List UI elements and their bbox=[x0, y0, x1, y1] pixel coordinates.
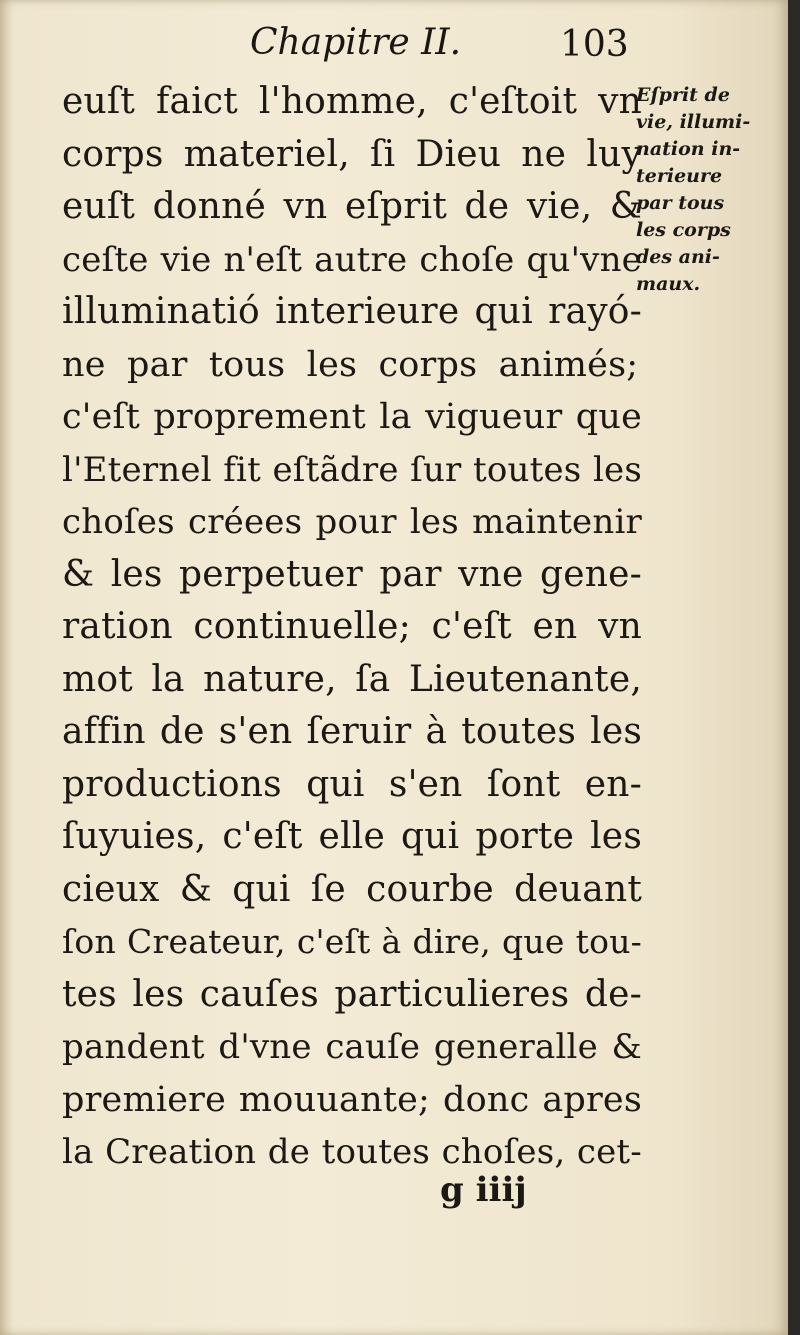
text-line: tes les cauſes particulieres de- bbox=[62, 973, 642, 1015]
text-line: cieux & qui ſe courbe deuant bbox=[62, 868, 642, 910]
marginal-note bbox=[636, 82, 776, 298]
marginal-note-line: vie, illumi- bbox=[636, 111, 751, 133]
marginal-note-line: maux. bbox=[636, 273, 701, 295]
marginal-note-line: terieure bbox=[636, 165, 723, 187]
chapter-title: Chapitre II. bbox=[250, 22, 462, 63]
marginal-note-line: des ani- bbox=[636, 246, 720, 268]
text-line: mot la nature, ſa Lieutenante, bbox=[62, 658, 642, 700]
text-line: la Creation de toutes choſes, cet- bbox=[62, 1132, 642, 1172]
text-line: ration continuelle; c'eſt en vn bbox=[62, 606, 642, 647]
text-line: ſuyuies, c'eſt elle qui porte les bbox=[62, 816, 642, 857]
marginal-note-line: par tous bbox=[636, 192, 725, 214]
marginal-note-line: Eſprit de bbox=[636, 84, 730, 106]
text-line: pandent d'vne cauſe generalle & bbox=[62, 1027, 642, 1067]
text-line: euſt faict l'homme, c'eſtoit vn bbox=[62, 81, 642, 122]
text-line: c'eſt proprement la vigueur que bbox=[62, 397, 642, 437]
text-line: ceſte vie n'eſt autre choſe qu'vne bbox=[62, 239, 642, 280]
marginal-note-line: les corps bbox=[636, 219, 731, 241]
text-line: choſes créees pour les maintenir bbox=[62, 502, 642, 542]
signature-mark: g iiij bbox=[440, 1170, 527, 1210]
text-line: affin de s'en ſeruir à toutes les bbox=[62, 711, 642, 752]
text-line: corps materiel, ſi Dieu ne luy bbox=[62, 133, 642, 175]
marginal-note-line: nation in- bbox=[636, 138, 741, 160]
text-line: ſon Createur, c'eſt à dire, que tou- bbox=[62, 922, 642, 961]
page-gutter-shadow bbox=[0, 0, 14, 1335]
text-line: l'Eternel fit eſtãdre ſur toutes les bbox=[62, 449, 642, 490]
running-header bbox=[60, 20, 640, 80]
text-line: & les perpetuer par vne gene- bbox=[62, 553, 642, 595]
text-line: premiere mouuante; donc apres bbox=[62, 1079, 642, 1120]
page-number: 103 bbox=[560, 24, 629, 65]
text-line: illuminatió interieure qui rayó- bbox=[62, 291, 642, 332]
main-text-block bbox=[62, 76, 642, 1179]
text-line: ne par tous les corps animés; bbox=[62, 344, 639, 385]
text-line: productions qui s'en ſont en- bbox=[62, 763, 642, 805]
text-line: euſt donné vn eſprit de vie, & bbox=[62, 186, 642, 227]
